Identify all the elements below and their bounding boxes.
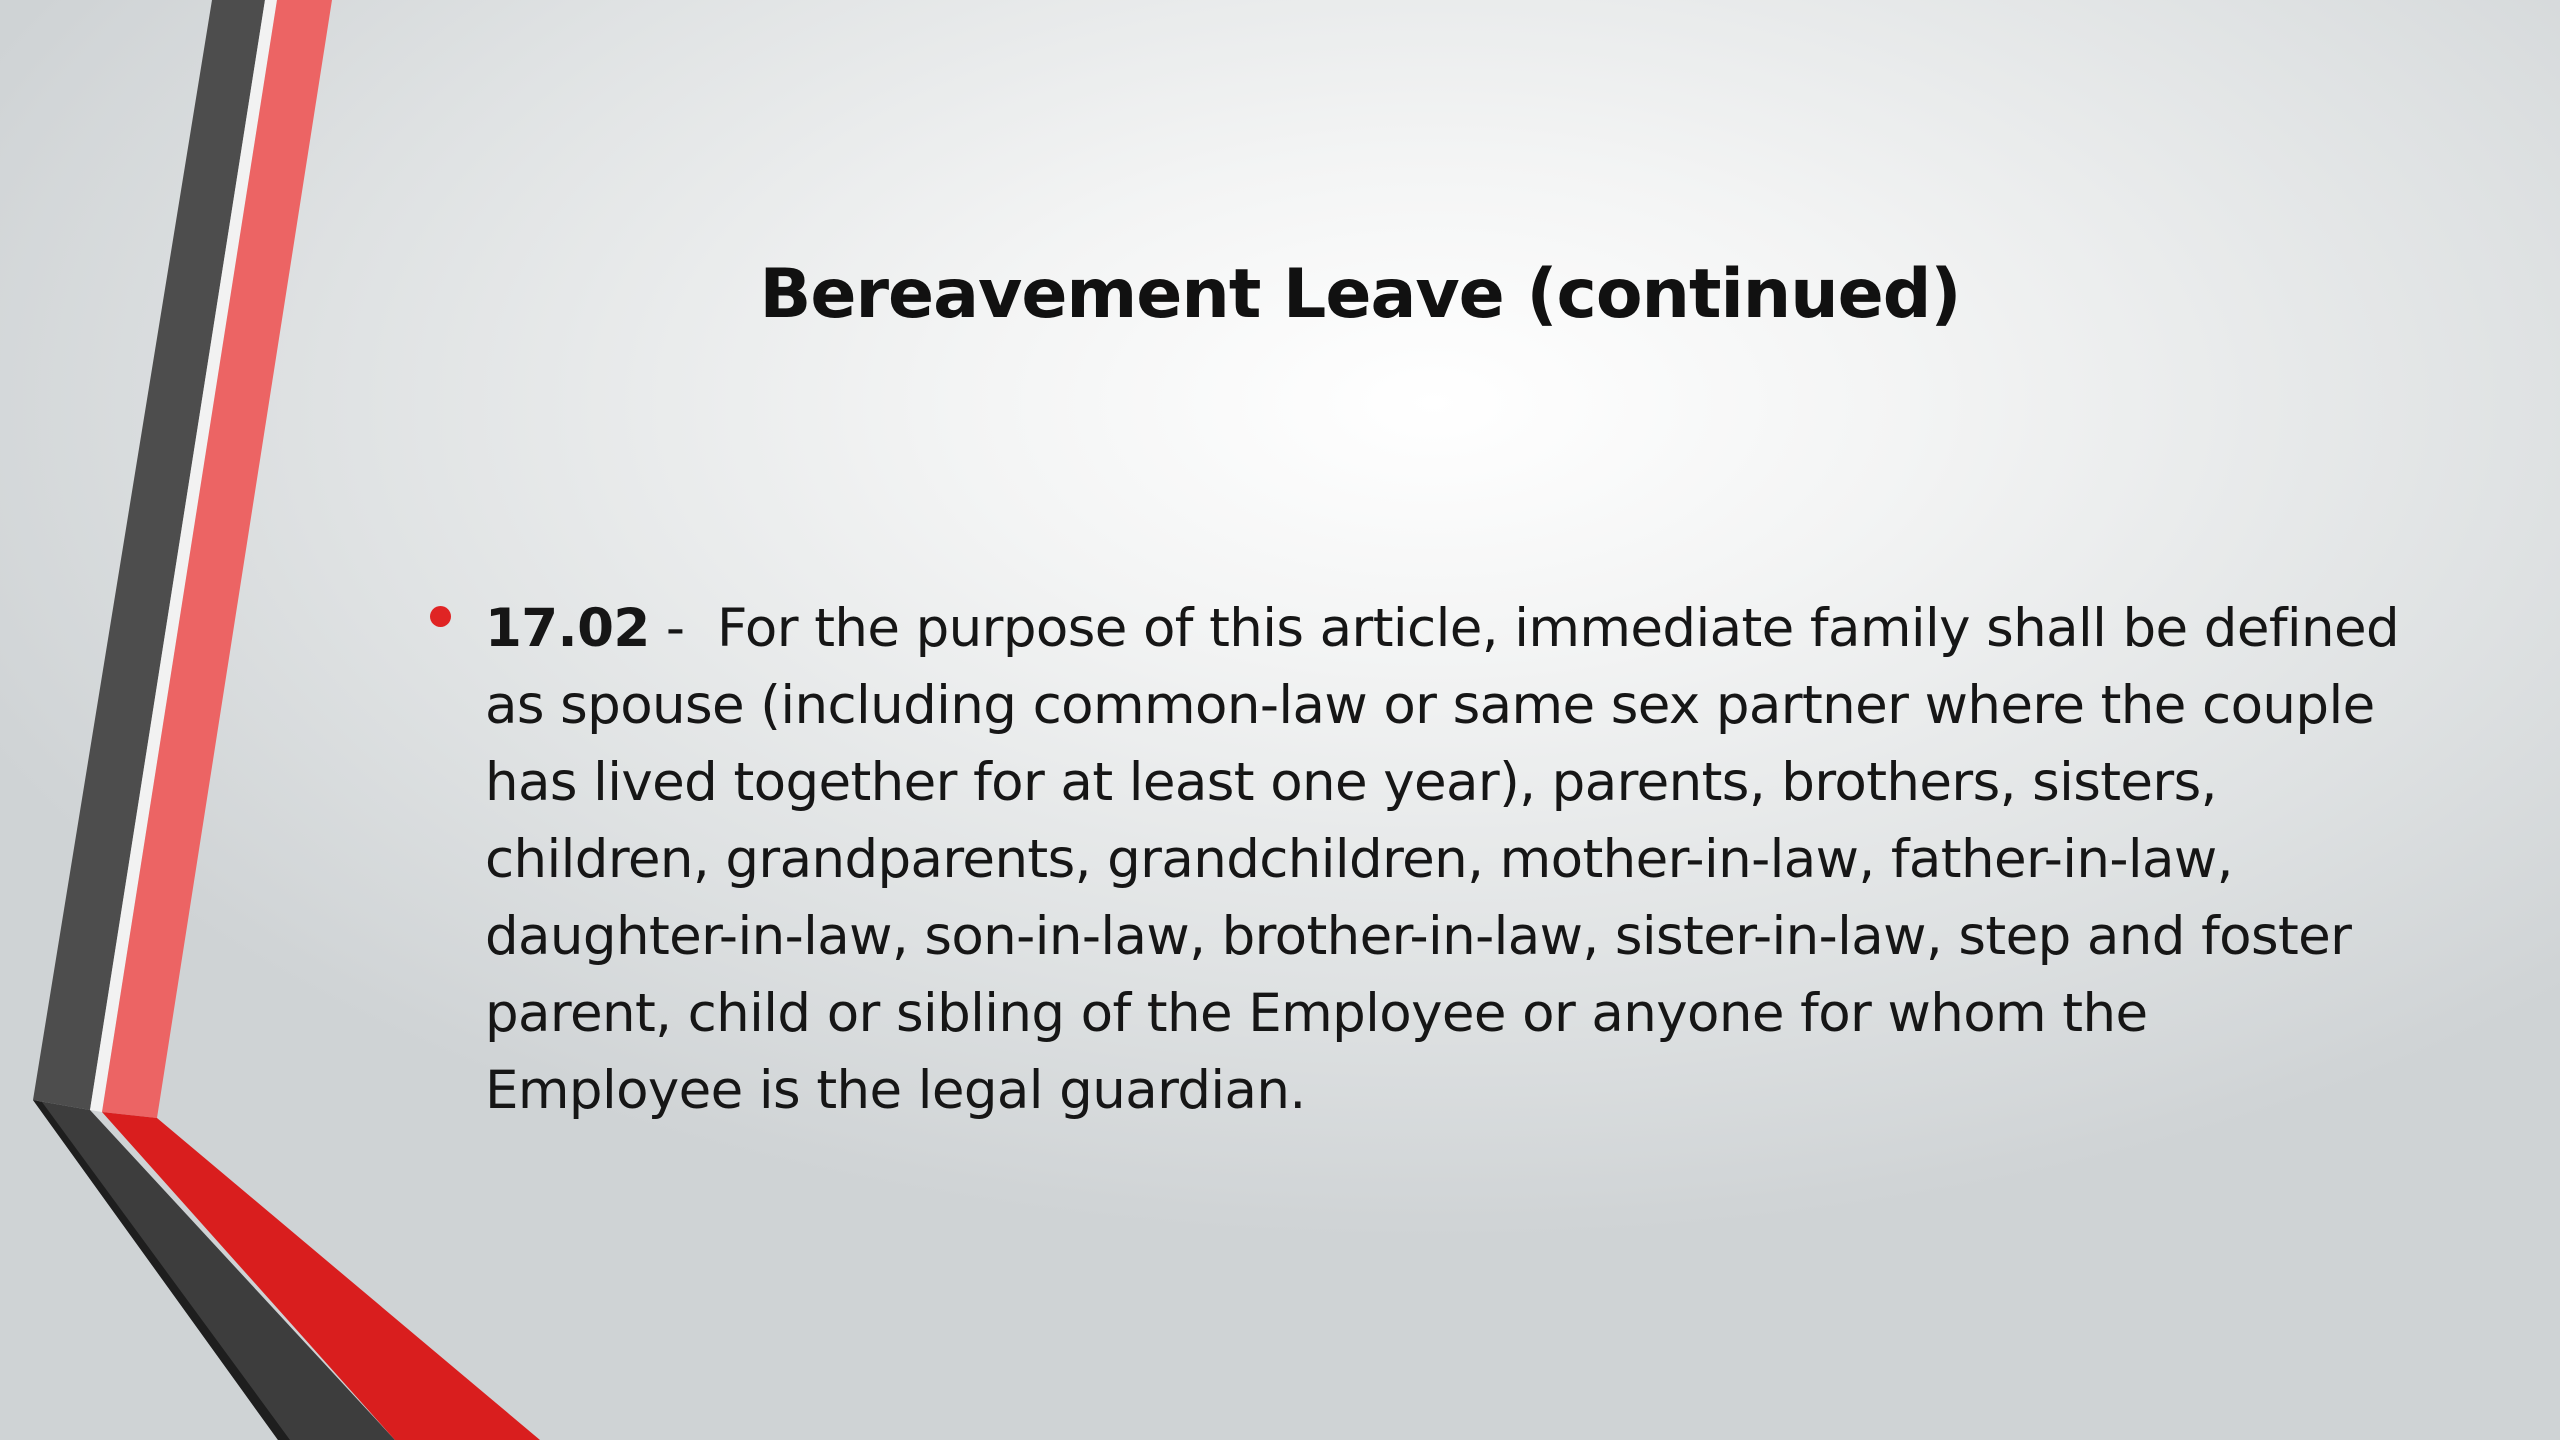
section-number: 17.02 bbox=[485, 598, 650, 659]
bullet-text: For the purpose of this article, immediate family shall be defined as spouse (including common-law or same sex partner where the couple has lived together for at least one year), parents, brothers, sisters, children, grandparents, grandchildren, mother-in-law, father-in-law, daughter-in-law, son-in-law, brother-in-law, sister-in-law, step and foster parent, child or sibling of the Employee or anyone for whom the Employee is the legal guardian. bbox=[485, 598, 2400, 1121]
bullet-dot-icon bbox=[430, 606, 451, 627]
slide-content bbox=[420, 590, 2410, 1129]
dark-lower-stripe bbox=[33, 1100, 395, 1440]
slide-title: Bereavement Leave (continued) bbox=[759, 255, 1961, 334]
bullet-list bbox=[420, 590, 2410, 1129]
bullet-item bbox=[420, 590, 2410, 1129]
number-separator: - bbox=[649, 598, 717, 659]
